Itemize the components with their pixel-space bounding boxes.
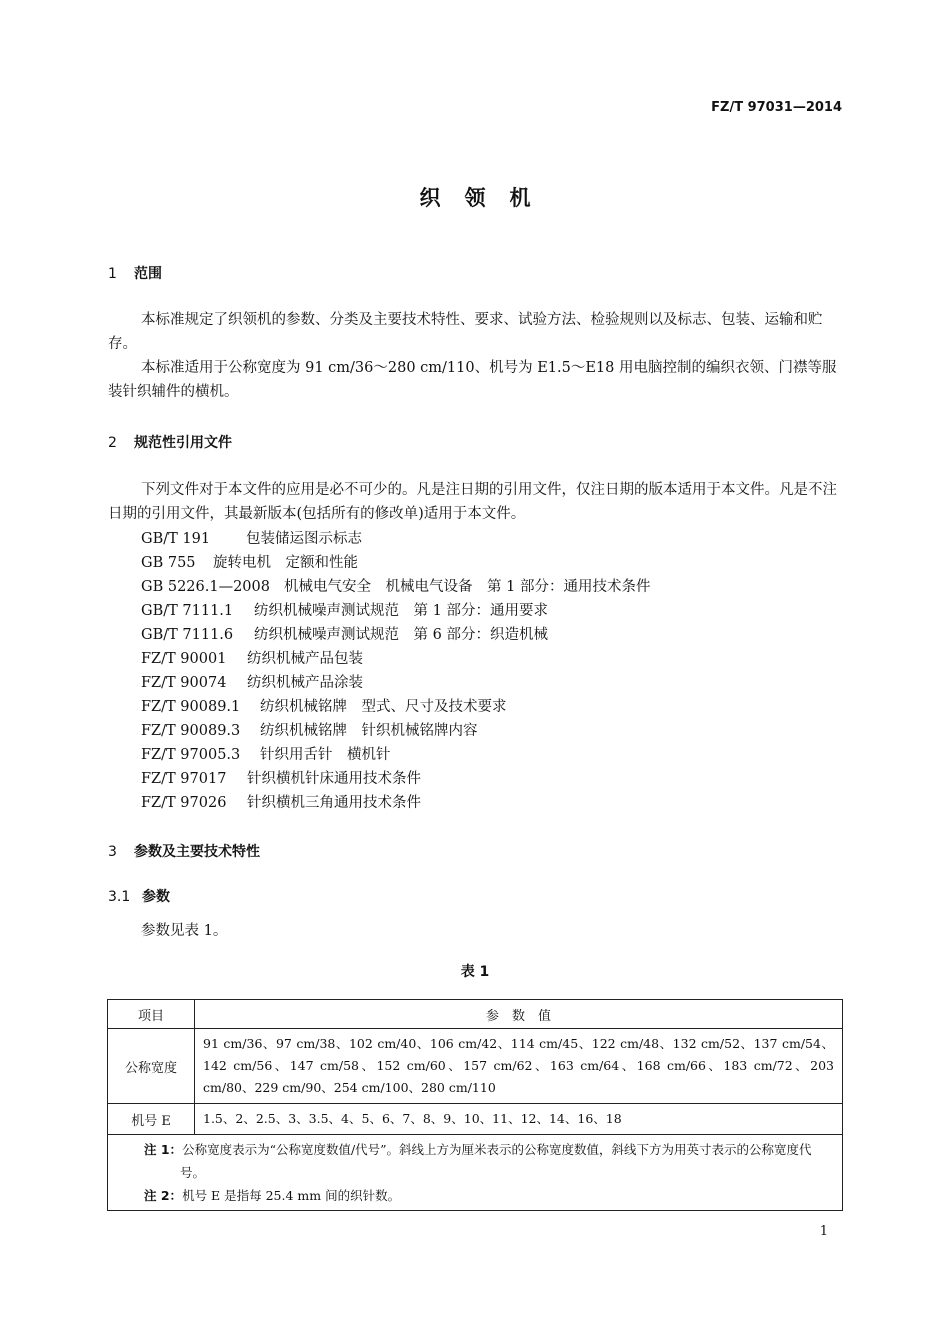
reference-code: FZ/T 97026: [141, 795, 227, 811]
page-number: 1: [819, 1224, 828, 1239]
scope-paragraph-2: 本标准适用于公称宽度为 91 cm/36～280 cm/110、机号为 E1.5～E18 用电脑控制的编织衣领、门襟等服装针织辅件的横机。: [108, 360, 837, 400]
reference-code: FZ/T 90001: [141, 651, 227, 667]
section-title: 规范性引用文件: [134, 435, 232, 451]
table-notes-row: [108, 1135, 843, 1211]
reference-code: GB/T 191: [141, 531, 211, 547]
section-title: 参数: [142, 889, 170, 905]
note-text: 机号 E 是指每 25.4 mm 间的织针数。: [182, 1188, 401, 1203]
reference-name: 纺织机械产品涂装: [247, 675, 363, 691]
reference-code: FZ/T 90074: [141, 675, 227, 691]
reference-name: 纺织机械铭牌 针织机械铭牌内容: [260, 723, 478, 739]
parameter-table: [107, 999, 843, 1211]
section-number: 3.1: [108, 889, 131, 905]
reference-name: 针织横机针床通用技术条件: [247, 771, 421, 787]
section-title: 范围: [134, 266, 162, 282]
section-3-heading: [108, 841, 260, 861]
reference-item: [141, 623, 650, 647]
reference-item: [141, 647, 650, 671]
table-note: [144, 1138, 834, 1184]
reference-item: [141, 575, 650, 599]
references-intro: 下列文件对于本文件的应用是必不可少的。凡是注日期的引用文件，仅注日期的版本适用于本文件。凡是不注日期的引用文件，其最新版本(包括所有的修改单)适用于本文件。: [108, 482, 837, 522]
reference-code: FZ/T 90089.3: [141, 723, 241, 739]
section-3-1-heading: [108, 886, 170, 906]
reference-item: [141, 527, 650, 551]
document-title: 织领机: [419, 185, 555, 210]
table-row: [108, 1104, 843, 1135]
table-cell-value: 1.5、2、2.5、3、3.5、4、5、6、7、8、9、10、11、12、14、16、18: [195, 1104, 843, 1135]
reference-code: GB 5226.1—2008: [141, 579, 270, 595]
table-cell-item: 公称宽度: [108, 1029, 195, 1104]
note-label: 注 2：: [144, 1188, 183, 1203]
parameter-reference-text: 参数见表 1。: [141, 923, 228, 939]
reference-code: GB/T 7111.6: [141, 627, 234, 643]
section-2-heading: [108, 432, 232, 452]
section-number: 1: [108, 266, 117, 282]
reference-name: 纺织机械噪声测试规范 第 1 部分：通用要求: [254, 603, 548, 619]
reference-item: [141, 695, 650, 719]
standard-code: FZ/T 97031—2014: [711, 100, 842, 115]
table-row: [108, 1029, 843, 1104]
reference-code: FZ/T 97017: [141, 771, 227, 787]
table-header-cell: 参 数 值: [195, 1000, 843, 1029]
reference-name: 机械电气安全 机械电气设备 第 1 部分：通用技术条件: [284, 579, 651, 595]
reference-name: 纺织机械铭牌 型式、尺寸及技术要求: [260, 699, 507, 715]
table-cell-value: 91 cm/36、97 cm/38、102 cm/40、106 cm/42、114 cm/45、122 cm/48、132 cm/52、137 cm/54、142 cm/56、147 cm/58、152 cm/60、157 cm/62、163 cm/64、168 cm/66、183 cm/72、203 cm/80、229 cm/90、254 cm/100、280 cm/110: [195, 1029, 843, 1104]
reference-code: GB/T 7111.1: [141, 603, 234, 619]
table-caption: 表 1: [460, 964, 490, 980]
reference-name: 纺织机械噪声测试规范 第 6 部分：织造机械: [254, 627, 548, 643]
reference-item: [141, 767, 650, 791]
reference-item: [141, 599, 650, 623]
reference-item: [141, 743, 650, 767]
table-header-row: [108, 1000, 843, 1029]
section-1-heading: [108, 263, 162, 283]
section-number: 2: [108, 435, 117, 451]
reference-name: 包装储运图示标志: [246, 531, 362, 547]
reference-name: 旋转电机 定额和性能: [213, 555, 358, 571]
reference-item: [141, 671, 650, 695]
reference-name: 针织用舌针 横机针: [260, 747, 391, 763]
reference-list: [141, 527, 650, 815]
table-cell-item: 机号 E: [108, 1104, 195, 1135]
reference-code: FZ/T 97005.3: [141, 747, 241, 763]
section-title: 参数及主要技术特性: [134, 844, 260, 860]
table-notes: [108, 1135, 843, 1211]
reference-name: 针织横机三角通用技术条件: [247, 795, 421, 811]
table-header-cell: 项目: [108, 1000, 195, 1029]
table-note: [144, 1184, 834, 1207]
reference-code: FZ/T 90089.1: [141, 699, 241, 715]
section-number: 3: [108, 844, 117, 860]
reference-name: 纺织机械产品包装: [247, 651, 363, 667]
reference-item: [141, 791, 650, 815]
reference-item: [141, 551, 650, 575]
scope-paragraph-1: 本标准规定了织领机的参数、分类及主要技术特性、要求、试验方法、检验规则以及标志、包装、运输和贮存。: [108, 312, 823, 352]
note-text: 公称宽度表示为“公称宽度数值/代号”。斜线上方为厘米表示的公称宽度数值，斜线下方为用英寸表示的公称宽度代号。: [180, 1142, 812, 1180]
reference-item: [141, 719, 650, 743]
reference-code: GB 755: [141, 555, 196, 571]
note-label: 注 1：: [144, 1142, 183, 1157]
